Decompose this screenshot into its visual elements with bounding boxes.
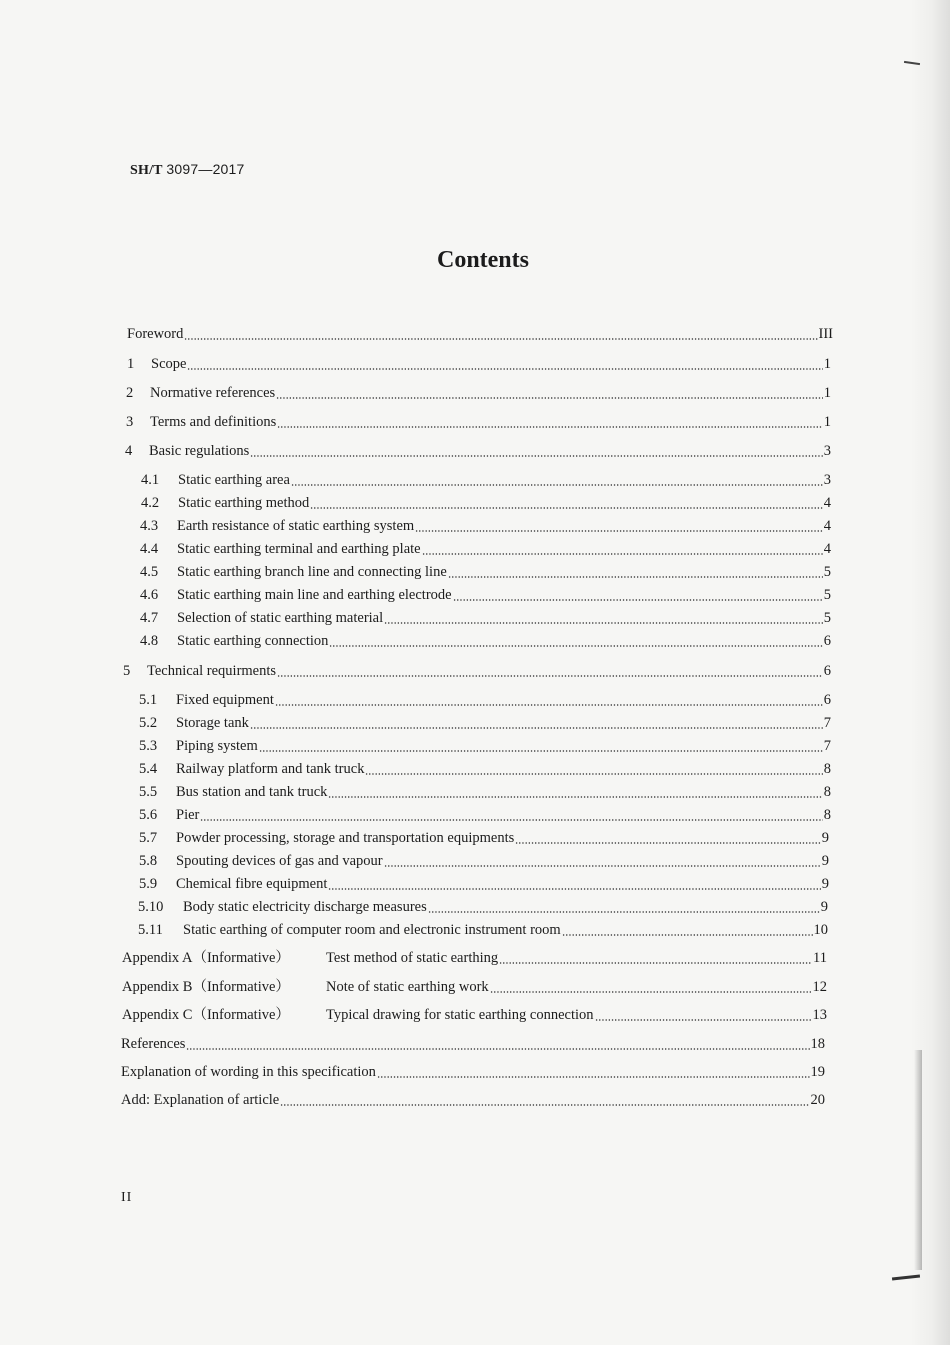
- toc-page: III: [818, 326, 833, 342]
- toc-page: 9: [821, 830, 829, 846]
- standard-prefix: SH/T: [130, 163, 163, 178]
- toc-label: Static earthing area: [178, 472, 290, 488]
- toc-label: Note of static earthing work: [326, 979, 489, 995]
- toc-number: 5.4: [139, 761, 158, 777]
- toc-number: Appendix B（Informative）: [122, 979, 290, 995]
- toc-entry-5-9[interactable]: [139, 875, 829, 893]
- toc-label: Selection of static earthing material: [177, 610, 384, 626]
- toc-number: 1: [127, 356, 135, 372]
- toc-leader: [499, 949, 812, 967]
- toc-entry-4-5[interactable]: [140, 563, 831, 581]
- toc-page: 11: [813, 950, 827, 966]
- toc-number: 4.3: [140, 518, 159, 534]
- toc-label: Normative references: [150, 385, 276, 401]
- toc-page: 19: [810, 1064, 825, 1080]
- toc-entry-4-4[interactable]: [140, 540, 831, 558]
- toc-leader: [259, 737, 823, 755]
- toc-leader: [365, 760, 822, 778]
- toc-number: 4: [125, 443, 133, 459]
- toc-page: 9: [820, 899, 828, 915]
- toc-leader: [275, 691, 823, 709]
- toc-leader: [328, 875, 820, 893]
- toc-page: 9: [821, 876, 829, 892]
- toc-page: 13: [812, 1007, 827, 1023]
- toc-page: 9: [821, 853, 829, 869]
- toc-number: 5.6: [139, 807, 158, 823]
- toc-page: 1: [823, 385, 831, 401]
- toc-label: Static earthing branch line and connecting line: [177, 564, 447, 580]
- toc-number: 4.1: [141, 472, 160, 488]
- toc-entry-4-8[interactable]: [140, 632, 831, 650]
- toc-leader: [377, 1063, 810, 1081]
- toc-entry-5-10[interactable]: [138, 898, 828, 916]
- toc-entry-5-1[interactable]: [139, 691, 831, 709]
- toc-number: 3: [126, 414, 134, 430]
- toc-entry-5-5[interactable]: [139, 783, 831, 801]
- toc-leader: [250, 442, 822, 460]
- toc-page: 5: [823, 587, 831, 603]
- toc-page: 7: [823, 738, 831, 754]
- toc-entry-appendix-a[interactable]: [122, 949, 827, 967]
- toc-page: 5: [823, 610, 831, 626]
- toc-label: Foreword: [127, 326, 184, 342]
- toc-page: 8: [823, 761, 831, 777]
- page-number: II: [121, 1190, 133, 1205]
- toc-number: 5.5: [139, 784, 158, 800]
- toc-entry-5-2[interactable]: [139, 714, 831, 732]
- toc-entry-foreword[interactable]: [127, 325, 833, 343]
- toc-leader: [184, 325, 817, 343]
- toc-label: Static earthing main line and earthing electrode: [177, 587, 452, 603]
- toc-leader: [384, 609, 823, 627]
- toc-entry-5[interactable]: [123, 662, 831, 680]
- toc-label: Explanation of wording in this specification: [121, 1064, 376, 1080]
- toc-number: 5.9: [139, 876, 158, 892]
- toc-entry-1[interactable]: [127, 355, 831, 373]
- toc-entry-appendix-c[interactable]: [122, 1006, 827, 1024]
- toc-entry-4-3[interactable]: [140, 517, 831, 535]
- toc-leader: [490, 978, 812, 996]
- toc-leader: [276, 384, 823, 402]
- toc-leader: [250, 714, 823, 732]
- toc-entry-5-6[interactable]: [139, 806, 831, 824]
- toc-leader: [280, 1091, 809, 1109]
- toc-label: Static earthing method: [178, 495, 310, 511]
- toc-leader: [291, 471, 823, 489]
- toc-entry-5-8[interactable]: [139, 852, 829, 870]
- toc-number: 4.7: [140, 610, 159, 626]
- toc-label: Scope: [151, 356, 187, 372]
- toc-leader: [415, 517, 823, 535]
- toc-entry-2[interactable]: [126, 384, 831, 402]
- toc-page: 12: [812, 979, 827, 995]
- toc-label: Railway platform and tank truck: [176, 761, 365, 777]
- toc-page: 10: [813, 922, 828, 938]
- toc-label: Terms and definitions: [150, 414, 277, 430]
- toc-number: 4.4: [140, 541, 159, 557]
- toc-number: Appendix A（Informative）: [122, 950, 290, 966]
- toc-leader: [310, 494, 822, 512]
- toc-label: Piping system: [176, 738, 258, 754]
- toc-leader: [453, 586, 823, 604]
- toc-leader: [200, 806, 822, 824]
- toc-page: 3: [823, 443, 831, 459]
- toc-leader: [277, 413, 823, 431]
- toc-page: 4: [823, 541, 831, 557]
- toc-label: Static earthing of computer room and electronic instrument room: [183, 922, 561, 938]
- toc-leader: [428, 898, 820, 916]
- toc-label: Basic regulations: [149, 443, 250, 459]
- toc-page: 18: [810, 1036, 825, 1052]
- toc-label: Bus station and tank truck: [176, 784, 328, 800]
- toc-number: 4.6: [140, 587, 159, 603]
- toc-number: 5.11: [138, 922, 163, 938]
- toc-page: 6: [823, 633, 831, 649]
- toc-entry-5-11[interactable]: [138, 921, 828, 939]
- toc-label: References: [121, 1036, 186, 1052]
- toc-page: 1: [823, 414, 831, 430]
- toc-page: 8: [823, 807, 831, 823]
- toc-entry-explanation-of-article[interactable]: [121, 1091, 825, 1109]
- page-title: Contents: [436, 247, 529, 273]
- toc-label: Pier: [176, 807, 200, 823]
- toc-leader: [187, 355, 822, 373]
- toc-number: 4.5: [140, 564, 159, 580]
- toc-page: 20: [810, 1092, 825, 1108]
- toc-entry-references[interactable]: [121, 1035, 825, 1053]
- toc-label: Earth resistance of static earthing system: [177, 518, 415, 534]
- toc-leader: [515, 829, 820, 847]
- toc-number: Appendix C（Informative）: [122, 1007, 290, 1023]
- toc-label: Body static electricity discharge measures: [183, 899, 427, 915]
- toc-leader: [422, 540, 823, 558]
- toc-label: Add: Explanation of article: [121, 1092, 280, 1108]
- toc-entry-explanation-of-wording[interactable]: [121, 1063, 825, 1081]
- toc-number: 4.8: [140, 633, 159, 649]
- toc-label: Chemical fibre equipment: [176, 876, 328, 892]
- toc-number: 2: [126, 385, 134, 401]
- toc-entry-3[interactable]: [126, 413, 831, 431]
- toc-number: 5: [123, 663, 131, 679]
- toc-label: Static earthing terminal and earthing plate: [177, 541, 421, 557]
- toc-page: 8: [823, 784, 831, 800]
- toc-leader: [186, 1035, 809, 1053]
- toc-entry-5-3[interactable]: [139, 737, 831, 755]
- toc-label: Static earthing connection: [177, 633, 329, 649]
- toc-entry-4-6[interactable]: [140, 586, 831, 604]
- toc-page: 4: [823, 518, 831, 534]
- toc-leader: [329, 632, 822, 650]
- toc-entry-4-2[interactable]: [141, 494, 831, 512]
- toc-entry-5-7[interactable]: [139, 829, 829, 847]
- toc-page: 1: [823, 356, 831, 372]
- toc-leader: [595, 1006, 812, 1024]
- toc-page: 4: [823, 495, 831, 511]
- toc-page: 6: [823, 663, 831, 679]
- toc-leader: [448, 563, 823, 581]
- toc-label: Spouting devices of gas and vapour: [176, 853, 383, 869]
- toc-number: 4.2: [141, 495, 160, 511]
- toc-label: Typical drawing for static earthing connection: [326, 1007, 594, 1023]
- toc-label: Test method of static earthing: [326, 950, 499, 966]
- toc-number: 5.1: [139, 692, 158, 708]
- toc-page: 5: [823, 564, 831, 580]
- toc-number: 5.10: [138, 899, 164, 915]
- toc-entry-5-4[interactable]: [139, 760, 831, 778]
- toc-number: 5.3: [139, 738, 158, 754]
- toc-leader: [562, 921, 813, 939]
- toc-number: 5.8: [139, 853, 158, 869]
- toc-entry-4[interactable]: [125, 442, 831, 460]
- toc-page: 6: [823, 692, 831, 708]
- toc-page: 3: [823, 472, 831, 488]
- toc-number: 5.7: [139, 830, 158, 846]
- toc-leader: [328, 783, 822, 801]
- toc-label: Technical requirments: [147, 663, 277, 679]
- toc-entry-4-7[interactable]: [140, 609, 831, 627]
- toc-label: Fixed equipment: [176, 692, 274, 708]
- standard-number: 3097—2017: [166, 161, 245, 177]
- toc-leader: [277, 662, 823, 680]
- toc-entry-4-1[interactable]: [141, 471, 831, 489]
- toc-label: Powder processing, storage and transportation equipments: [176, 830, 515, 846]
- toc-leader: [384, 852, 821, 870]
- toc-label: Storage tank: [176, 715, 249, 731]
- toc-number: 5.2: [139, 715, 158, 731]
- toc-page: 7: [823, 715, 831, 731]
- toc-entry-appendix-b[interactable]: [122, 978, 827, 996]
